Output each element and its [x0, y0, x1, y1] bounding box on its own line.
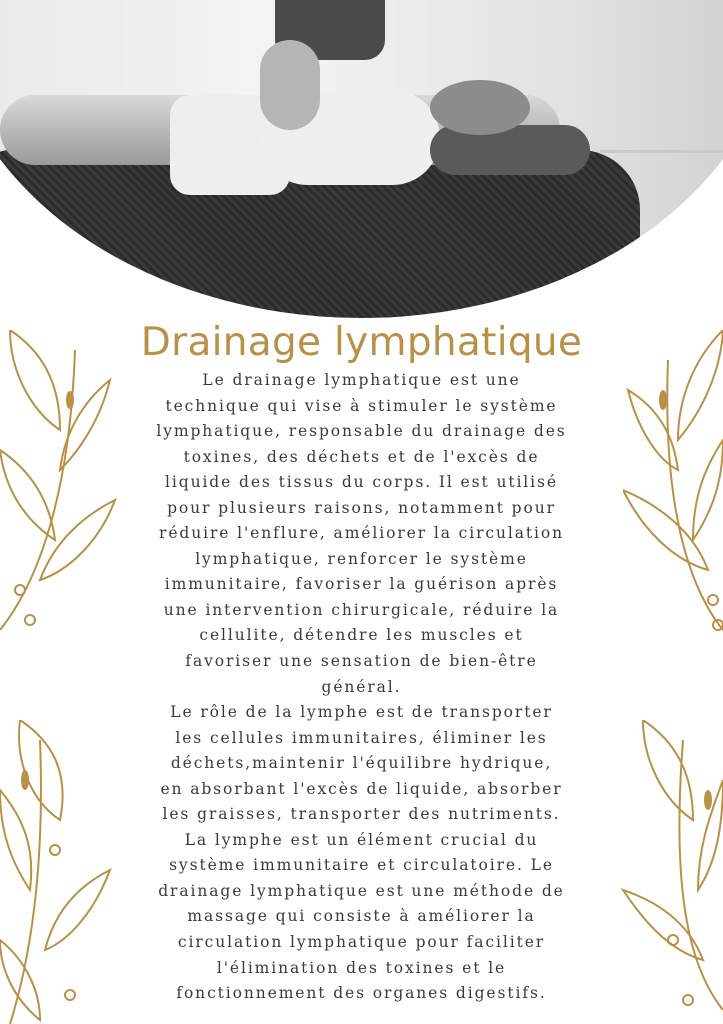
body-text-line: Le drainage lymphatique est une — [202, 371, 521, 389]
body-text-line: circulation lymphatique pour faciliter — [177, 933, 546, 952]
body-text-line: massage qui consiste à améliorer la — [187, 907, 536, 926]
body-text-line: système immunitaire et circulatoire. Le — [169, 856, 554, 875]
massage-photo — [0, 0, 723, 318]
body-text-line: Le rôle de la lymphe est de transporter — [170, 703, 553, 722]
body-text-line: les cellules immunitaires, éliminer les — [175, 728, 548, 747]
leaf-branch-top-right-icon — [623, 330, 723, 640]
page-title: Drainage lymphatique — [140, 320, 583, 365]
body-text-line: lymphatique, responsable du drainage des — [156, 422, 567, 441]
body-text-line: lymphatique, renforcer le système — [195, 549, 528, 568]
leaf-branch-bottom-right-icon — [613, 720, 723, 1024]
body-text-line: technique qui vise à stimuler le système — [165, 396, 558, 415]
body-text-line: déchets,maintenir l'équilibre hydrique, — [170, 754, 553, 773]
body-text-line: liquide des tissus du corps. Il est utilisé — [165, 473, 558, 492]
body-text-line: une intervention chirurgicale, réduire la — [163, 600, 560, 619]
body-text-line: général. — [321, 677, 402, 696]
body-text-line: fonctionnement des organes digestifs. — [176, 984, 547, 1003]
body-text-line: immunitaire, favoriser la guérison après — [164, 575, 559, 594]
body-text-line: en absorbant l'excès de liquide, absorber — [160, 779, 563, 798]
body-text-line: favoriser une sensation de bien-être — [185, 652, 538, 671]
body-text-line: toxines, des déchets et de l'excès de — [183, 447, 540, 466]
body-text-line: les graisses, transporter des nutriments. — [162, 805, 561, 824]
body-text-line: drainage lymphatique est une méthode de — [158, 881, 565, 900]
body-text-line: réduire l'enflure, améliorer la circulation — [159, 524, 564, 543]
body-text-line: l'élimination des toxines et le — [216, 958, 507, 977]
body-text-line: La lymphe est un élément crucial du — [184, 830, 539, 849]
body-text-line: cellulite, détendre les muscles et — [199, 626, 524, 645]
body-text-line: pour plusieurs raisons, notamment pour — [167, 498, 556, 517]
body-text — [100, 368, 623, 1007]
